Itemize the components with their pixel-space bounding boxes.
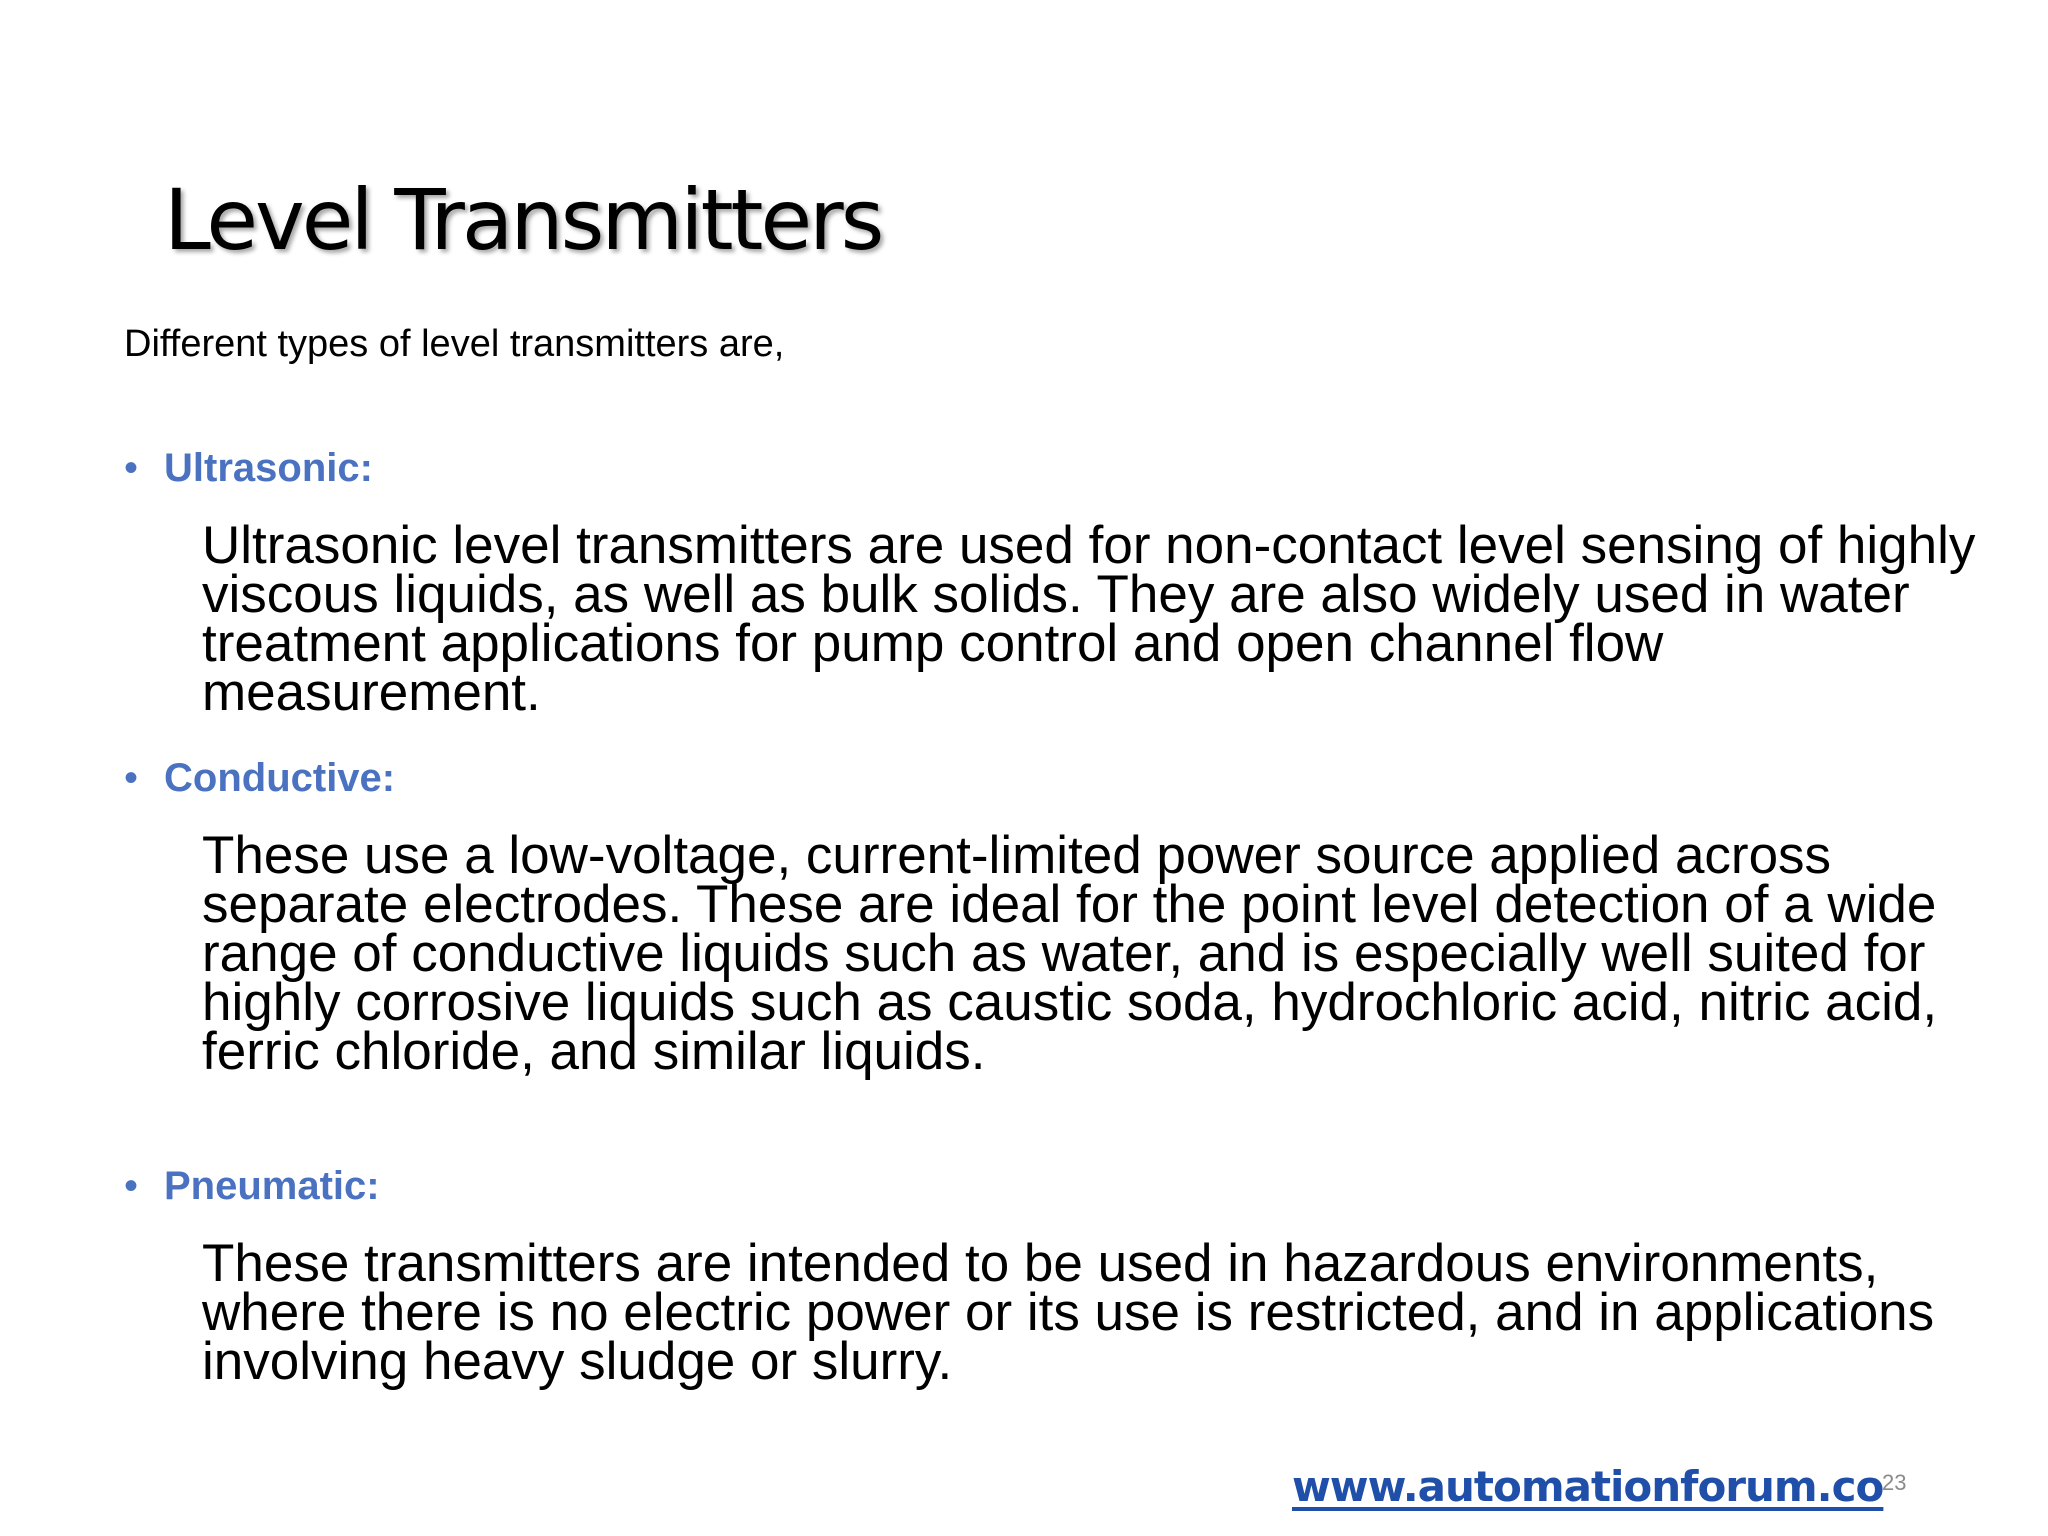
intro-text: Different types of level transmitters are,: [124, 323, 785, 365]
section-body-conductive: These use a low-voltage, current-limited power source applied across separate electrodes. These are ideal for the point level detection of a wide range of conductive liquids such as water, and is especially well suited for highly corrosive liquids such as caustic soda, hydrochloric acid, nitric acid, ferric chloride, and similar liquids.: [202, 826, 1938, 1081]
bullet-icon: •: [124, 446, 139, 490]
section-heading-label: Ultrasonic:: [164, 446, 373, 490]
section-heading-ultrasonic: [124, 444, 373, 492]
section-body-ultrasonic: Ultrasonic level transmitters are used for non-contact level sensing of highly viscous liquids, as well as bulk solids. They are also widely used in water treatment applications for pump control and open channel flow measurement.: [202, 516, 1976, 722]
section-body-pneumatic: These transmitters are intended to be used in hazardous environments, where there is no electric power or its use is restricted, and in applications involving heavy sludge or slurry.: [202, 1234, 1935, 1391]
section-heading-conductive: [124, 754, 395, 802]
bullet-icon: •: [124, 756, 139, 800]
slide-title: Level Transmitters: [164, 171, 882, 269]
page-number: 23: [1882, 1470, 1907, 1495]
bullet-icon: •: [124, 1164, 139, 1208]
section-heading-label: Pneumatic:: [164, 1164, 380, 1208]
section-heading-label: Conductive:: [164, 756, 396, 800]
section-heading-pneumatic: [124, 1162, 380, 1210]
footer-website-link[interactable]: www.automationforum.co: [1292, 1462, 1884, 1511]
